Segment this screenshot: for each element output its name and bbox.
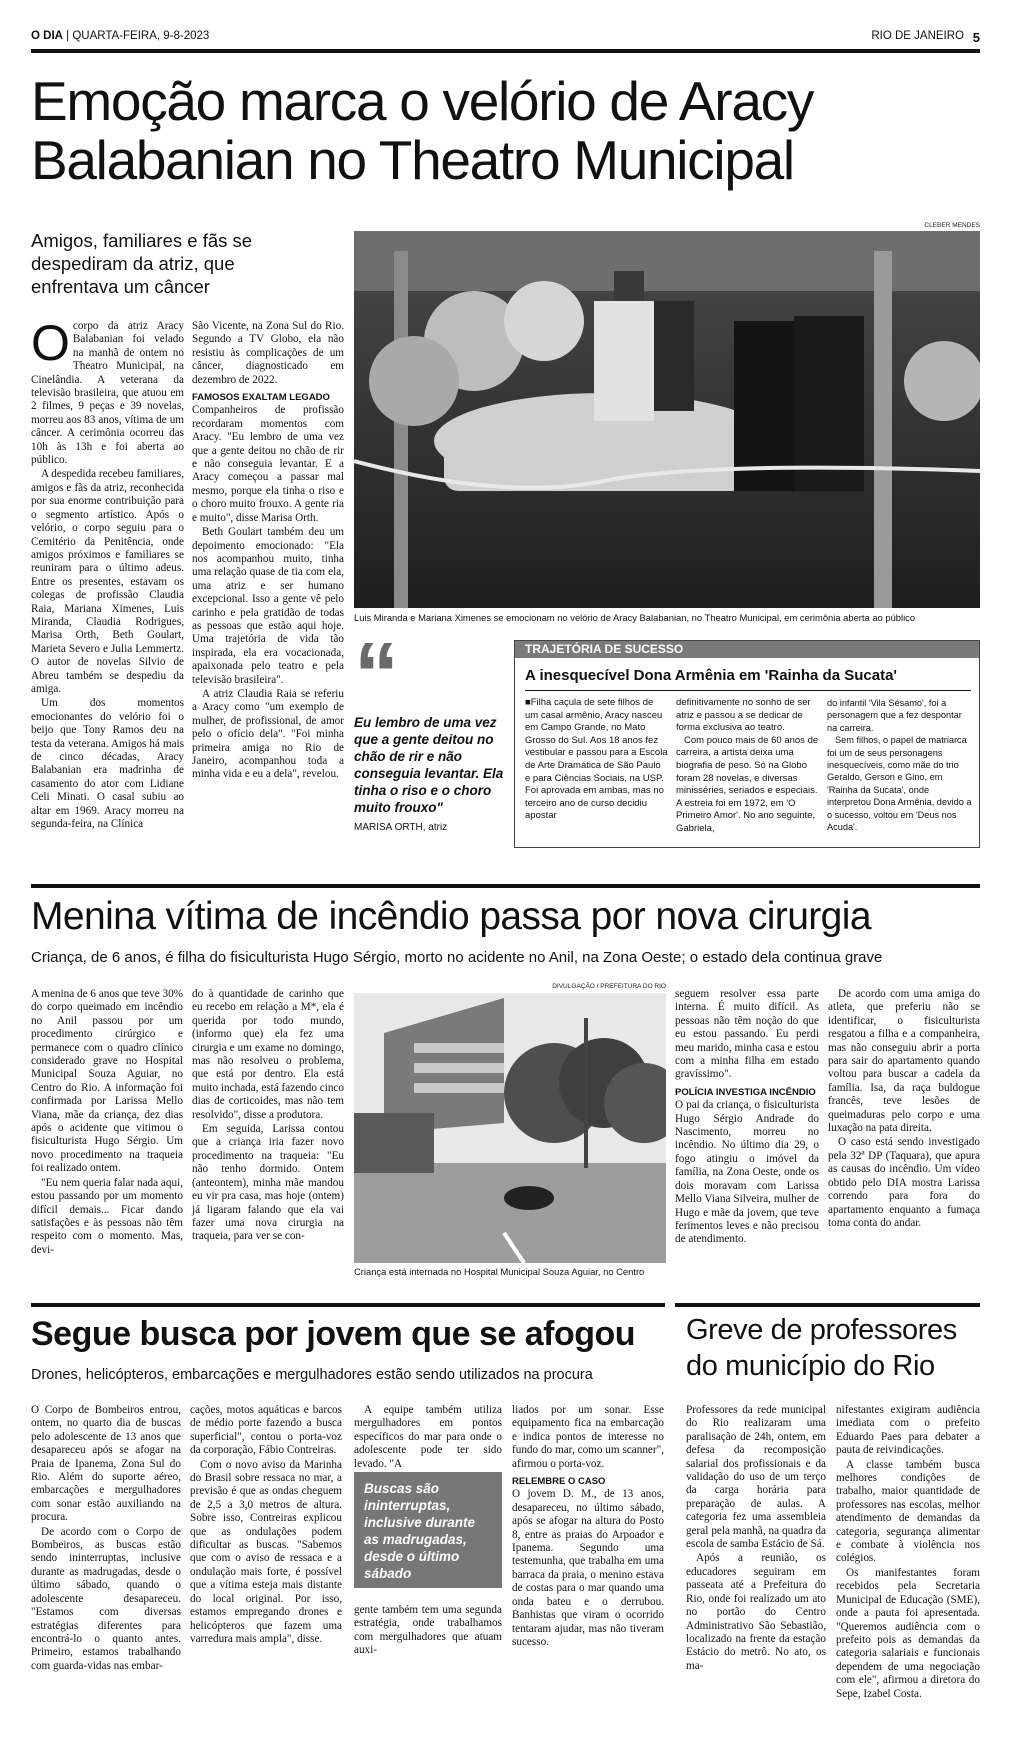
paragraph: De acordo com uma amiga do atleta, que preferiu não se identificar, o fisiculturista resgatou a filha e a companheira, mas não conseguiu abrir a porta para sair do apartamento quando voltou para buscar a cadela da família. Isa, da raça buldogue francês, teve lesões de queimaduras pelo corpo e uma luxação na pata direita. xyxy=(828,988,980,1135)
afog-body-col3-bottom xyxy=(354,1604,502,1659)
photo-caption-hospital: Criança está internada no Hospital Municipal Souza Aguiar, no Centro xyxy=(354,1266,645,1277)
paragraph: Os manifestantes foram recebidos pela Secretaria Municipal de Educação (SME), onde a pauta foi apresentada. "Queremos audiência com o prefeito pois as demandas da categoria salariais e funcionais dependem de uma negociação com ele", afirmou a diretora do Sepe, Izabel Costa. xyxy=(836,1566,980,1700)
box-col1 xyxy=(525,697,668,823)
box-text: Filha caçula de sete filhos de um casal armênio, Aracy nasceu em Campo Grande, no Mato Grosso do Sul. Aos 18 anos fez vestibular e passou para a Escola de Arte Dramática de São Paulo e para Ciências Sociais, na USP. Foi aprovada em ambas, mas no terceiro ano de curso decidiu apostar xyxy=(525,697,668,822)
headline-greve: Greve de professores do município do Rio xyxy=(686,1314,957,1382)
headline-afogamento: Segue busca por jovem que se afogou xyxy=(31,1315,636,1353)
subhead-policia: POLÍCIA INVESTIGA INCÊNDIO xyxy=(675,1086,816,1098)
box-col3 xyxy=(827,697,973,833)
paragraph: Após a reunião, os educadores seguiram em passeata até a Prefeitura do Rio, onde foi realizado um ato no portão do Centro Administrativo São Sebastião, localizado na frente da estação Estácio do metrô. No ato, os ma- xyxy=(686,1552,826,1672)
afog-body-col4 xyxy=(512,1404,664,1650)
greve-body-col1 xyxy=(686,1404,826,1674)
headline-aracy: Emoção marca o velório de Aracy Balabanian no Theatro Municipal xyxy=(31,70,814,191)
pull-quote-box xyxy=(354,1472,502,1588)
menina-body-col2 xyxy=(192,988,344,1245)
deck-menina: Criança, de 6 anos, é filha do fisiculturista Hugo Sérgio, morto no acidente no Anil, na Zona Oeste; o estado dela continua grave xyxy=(31,949,883,966)
box-text: do infantil 'Vila Sésamo', foi a personagem que a fez despontar na carreira. xyxy=(827,698,962,733)
header-date: QUARTA-FEIRA, 9-8-2023 xyxy=(72,30,210,42)
paragraph: do à quantidade de carinho que eu recebo em relação a M*, ela é querida por todo mundo, (informo que) ela fez uma cirurgia e um exame no domingo, mas não resolveu o problema, que está por dentro. Ela está muito inchada, está fazendo cinco dias de corticoides, mas não tem resolvido", disse a produtora. xyxy=(192,988,344,1121)
menina-body-col3 xyxy=(675,988,819,1248)
quote-author: MARISA ORTH, atriz xyxy=(354,822,448,833)
trajetoria-box xyxy=(514,640,980,848)
afog-body-col2 xyxy=(190,1404,342,1647)
afog-body-col3-top xyxy=(354,1404,502,1472)
section-rule xyxy=(31,884,980,888)
paragraph: cações, motos aquáticas e barcos de médio porte fazendo a busca superficial", contou o porta-voz da corporação, Fábio Contreiras. xyxy=(190,1404,342,1457)
quote-text: Eu lembro de uma vez que a gente deitou no chão de rir e não conseguia levantar. Ela tinha o riso e o choro muito frouxo" xyxy=(354,715,504,815)
menina-body-col4 xyxy=(828,988,980,1231)
page-number: 5 xyxy=(972,30,980,45)
paragraph: São Vicente, na Zona Sul do Rio. Segundo a TV Globo, ela não resistiu às complicações de um câncer, diagnosticado em dezembro de 2022. xyxy=(192,320,344,386)
paragraph: nifestantes exigiram audiência imediata com o prefeito Eduardo Paes para debater a pauta de reivindicações. xyxy=(836,1404,980,1457)
paragraph: A despedida recebeu familiares, amigos e fãs da atriz, reconhecida por sua enorme contribuição para o segmento artístico. Após o velório, o corpo seguiu para o Cemitério da Penitência, onde amigos próximos e familiares se reuniram para o último adeus. Entre os presentes, estavam os colegas de profissão Claudia Raia, Mariana Ximenes, Luis Miranda, Claudia Rodrigues, Marisa Orth, Beth Goulart, Marieta Severo e Julia Lemmertz. O autor de novelas Silvio de Abreu também se despediu da amiga. xyxy=(31,468,184,695)
box-label: TRAJETÓRIA DE SUCESSO xyxy=(515,641,979,658)
paragraph: Companheiros de profissão recordaram momentos com Aracy. "Eu lembro de uma vez que a gente deitou no chão de rir e não conseguia levantar. E a Aracy começou a passar mal mesmo, porque ela tinha o riso e o choro muito frouxo. A gente ria e muito", disse Marisa Orth. xyxy=(192,404,344,524)
menina-body-col1 xyxy=(31,988,183,1258)
photo-hospital xyxy=(354,993,666,1263)
aracy-body-col1 xyxy=(31,315,184,832)
greve-body-col2 xyxy=(836,1404,980,1702)
pull-quote-text: Buscas são ininterruptas, inclusive durante as madrugadas, desde o último sábado xyxy=(364,1481,476,1581)
paragraph: A equipe também utiliza mergulhadores em pontos específicos do mar para onde o adolescente pode ter sido levado. "A xyxy=(354,1404,502,1470)
bullet-icon: ■ xyxy=(525,697,531,708)
paragraph: Um dos momentos emocionantes do velório foi o beijo que Tony Ramos deu na testa da veterana. Amigos há mais de cinco décadas, Aracy Balabanian era madrinha de casamento do ator com Lidiane Celi Minati. O casal subiu ao altar em 1969. Aracy morreu na segunda-feira, na Clínica xyxy=(31,697,184,831)
box-title: A inesquecível Dona Armênia em 'Rainha da Sucata' xyxy=(525,667,897,684)
subhead-relembre: RELEMBRE O CASO xyxy=(512,1476,606,1488)
afog-body-col1 xyxy=(31,1404,181,1674)
section-rule xyxy=(31,1303,665,1307)
deck-afogamento: Drones, helicópteros, embarcações e mergulhadores estão sendo utilizados na procura xyxy=(31,1367,593,1383)
paragraph: seguem resolver essa parte interna. É muito difícil. As pessoas não têm noção do que eu estou passando. Eu perdi meu marido, minha casa e estou com a minha filha em estado gravíssimo". xyxy=(675,988,819,1081)
headline-menina: Menina vítima de incêndio passa por nova cirurgia xyxy=(31,895,871,938)
paragraph: corpo da atriz Aracy Balabanian foi velado na manhã de ontem no Theatro Municipal, na Cinelândia. A veterana da televisão brasileira, que atuou em 2 filmes, 9 peças e 39 novelas, morreu aos 83 anos, vítima de um câncer. A cerimônia ocorreu das 10h às 13h e foi aberta ao público. xyxy=(31,320,184,467)
box-text: Sem filhos, o papel de matriarca foi um de seus personagens inesquecíveis, como mãe do trio Geraldo, Gerson e Gino, em 'Rainha da Sucata', onde interpretou Dona Armênia, devido a o sucesso, voltou em 'Deus nos Acuda'. xyxy=(827,735,972,833)
section-name: RIO DE JANEIRO xyxy=(871,30,964,42)
paragraph: A atriz Claudia Raia se referiu a Aracy como "um exemplo de mulher, de profissional, de amor pelo o ofício dela". "Foi minha primeira amiga no Rio de Janeiro, acompanhou toda a minha vida e eu a dela", revelou. xyxy=(192,687,344,781)
paragraph: O caso está sendo investigado pela 32ª DP (Taquara), que apura as causas do incêndio. Um vídeo obtido pelo DIA mostra Larissa correndo para fora do apartamento enquanto a fumaça toma conta do andar. xyxy=(828,1136,980,1229)
paragraph: gente também tem uma segunda estratégia, onde trabalhamos com mergulhadores que atuam auxi- xyxy=(354,1604,502,1657)
section-rule xyxy=(675,1303,980,1307)
photo-caption-aracy: Luis Miranda e Mariana Ximenes se emocionam no velório de Aracy Balabanian, no Theatro Municipal, em cerimônia aberta ao público xyxy=(354,612,916,623)
box-text: Com pouco mais de 60 anos de carreira, a artista deixa uma biografia de peso. Só na Globo foram 28 novelas, e diversas minisséries, seriados e especiais. A estreia foi em 1972, em 'O Primeiro Amor'. No ano seguinte, Gabriela, xyxy=(676,734,819,834)
paragraph: A menina de 6 anos que teve 30% do corpo queimado em incêndio no Anil passou por um procedimento cirúrgico e permanece com o quadro clínico considerado grave no Hospital Municipal Souza Aguiar, no Centro do Rio. A informação foi confirmada por Larissa Mello Viana, mãe da criança, dez dias após o acidente que vitimou o fisiculturista Hugo Sérgio. Um novo procedimento na traqueia foi realizado ontem. xyxy=(31,988,183,1175)
box-col2 xyxy=(676,697,819,836)
brand: O DIA xyxy=(31,30,63,42)
paragraph: Em seguida, Larissa contou que a criança iria fazer novo procedimento na traqueia: "Eu não tenho dormido. Ontem (anteontem), minha mãe mandou eu vir pra casa, mas hoje (ontem) já ligaram falando que ela vai fazer uma nova cirurgia na traqueia, para ver se con- xyxy=(192,1123,344,1243)
wake-photo-illustration xyxy=(354,231,980,608)
header-rule xyxy=(31,49,980,53)
page-header: O DIA | QUARTA-FEIRA, 9-8-2023 RIO DE JANEIRO 5 xyxy=(31,30,980,45)
paragraph: O jovem D. M., de 13 anos, desapareceu, no último sábado, após se afogar na altura do Posto 8, entre as praias do Arpoador e Ipanema. Segundo uma testemunha, que trabalha em uma barraca da praia, o menino estava de costas para o mar quando uma onda bateu e o derrubou. Banhistas que viram o ocorrido tentaram ajudar, mas não tiveram sucesso. xyxy=(512,1488,664,1648)
dropcap: O xyxy=(31,315,70,371)
photo-credit-hospital: DIVULGAÇÃO / PREFEITURA DO RIO xyxy=(552,983,666,990)
paragraph: Com o novo aviso da Marinha do Brasil sobre ressaca no mar, a previsão é que as ondas cheguem de 2,5 a 3,0 metros de altura. Sobre isso, Contreiras explicou que as ondulações podem dificultar as buscas. "Sabemos que com o aviso de ressaca e a ondulação mais forte, é possível que a vítima esteja mais distante do local original. Por isso, estamos empregando drones e helicópteros que fazem uma varredura mais ampla", disse. xyxy=(190,1458,342,1645)
paragraph: liados por um sonar. Esse equipamento fica na embarcação e indica pontos de interesse no fundo do mar, como um scanner", afirmou o porta-voz. xyxy=(512,1404,664,1470)
paragraph: O Corpo de Bombeiros entrou, ontem, no quarto dia de buscas pelo adolescente de 13 anos que desapareceu após se afogar na Praia de Ipanema, Zona Sul do Rio. Além do suporte aéreo, embarcações e mergulhadores com sonar estão auxiliando na procura. xyxy=(31,1404,181,1524)
box-text: definitivamente no sonho de ser atriz e passou a se dedicar de forma exclusiva ao teatro. xyxy=(676,697,811,734)
paragraph: Beth Goulart também deu um depoimento emocionado: "Ela nos acompanhou muito, tinha uma relação quase de tia com ela, uma atriz e ser humano excepcional. Isso a gente vê pelo carinho e pela gratidão de todas as pessoas que estão aqui hoje. Uma trajetória de vida tão inspirada, ela era vocacionada, apaixonada pelo teatro e pela televisão brasileira". xyxy=(192,526,344,686)
subhead-famosos: FAMOSOS EXALTAM LEGADO xyxy=(192,392,330,404)
hospital-photo-illustration xyxy=(354,993,666,1263)
quote-mark-icon: “ xyxy=(354,625,399,725)
photo-wake xyxy=(354,231,980,608)
photo-credit-aracy: CLEBER MENDES xyxy=(924,222,980,229)
quote-block xyxy=(354,625,504,833)
paragraph: A classe também busca melhores condições de trabalho, maior quantidade de professores nas escolas, melhor atendimento de demandas da categoria, segurança alimentar e combate à violência nos colégios. xyxy=(836,1458,980,1565)
paragraph: Professores da rede municipal do Rio realizaram uma paralisação de 24h, ontem, em defesa da recomposição salarial dos profissionais e da validação do uso de um terço da carga horária para preparação de aulas. A categoria fez uma assembleia geral pela manhã, na quadra da escola de samba Estácio de Sá. xyxy=(686,1404,826,1551)
paragraph: De acordo com o Corpo de Bombeiros, as buscas estão sendo ininterruptas, inclusive durante as madrugadas, desde o último sábado, quando o adolescente desapareceu. "Estamos com diversas estratégias diferentes para encontrá-lo o quanto antes. Primeiro, estamos trabalhando com guarda-vidas nas embar- xyxy=(31,1525,181,1672)
paragraph: O pai da criança, o fisiculturista Hugo Sérgio Andrade do Nascimento, morreu no incêndio. No último dia 29, o fogo atingiu o imóvel da família, na Zona Oeste, onde os dois moravam com Larissa Mello Viana Silveira, mulher de Hugo e mãe da jovem, que teve ferimentos leves e não precisou de atendimento. xyxy=(675,1099,819,1246)
paragraph: "Eu nem queria falar nada aqui, estou passando por um momento difícil demais... Ficar dando satisfações e às pessoas não têm respeito com o momento. Mas, devi- xyxy=(31,1176,183,1256)
deck-aracy: Amigos, familiares e fãs se despediram da atriz, que enfrentava um câncer xyxy=(31,230,253,297)
aracy-body-col2 xyxy=(192,320,344,783)
